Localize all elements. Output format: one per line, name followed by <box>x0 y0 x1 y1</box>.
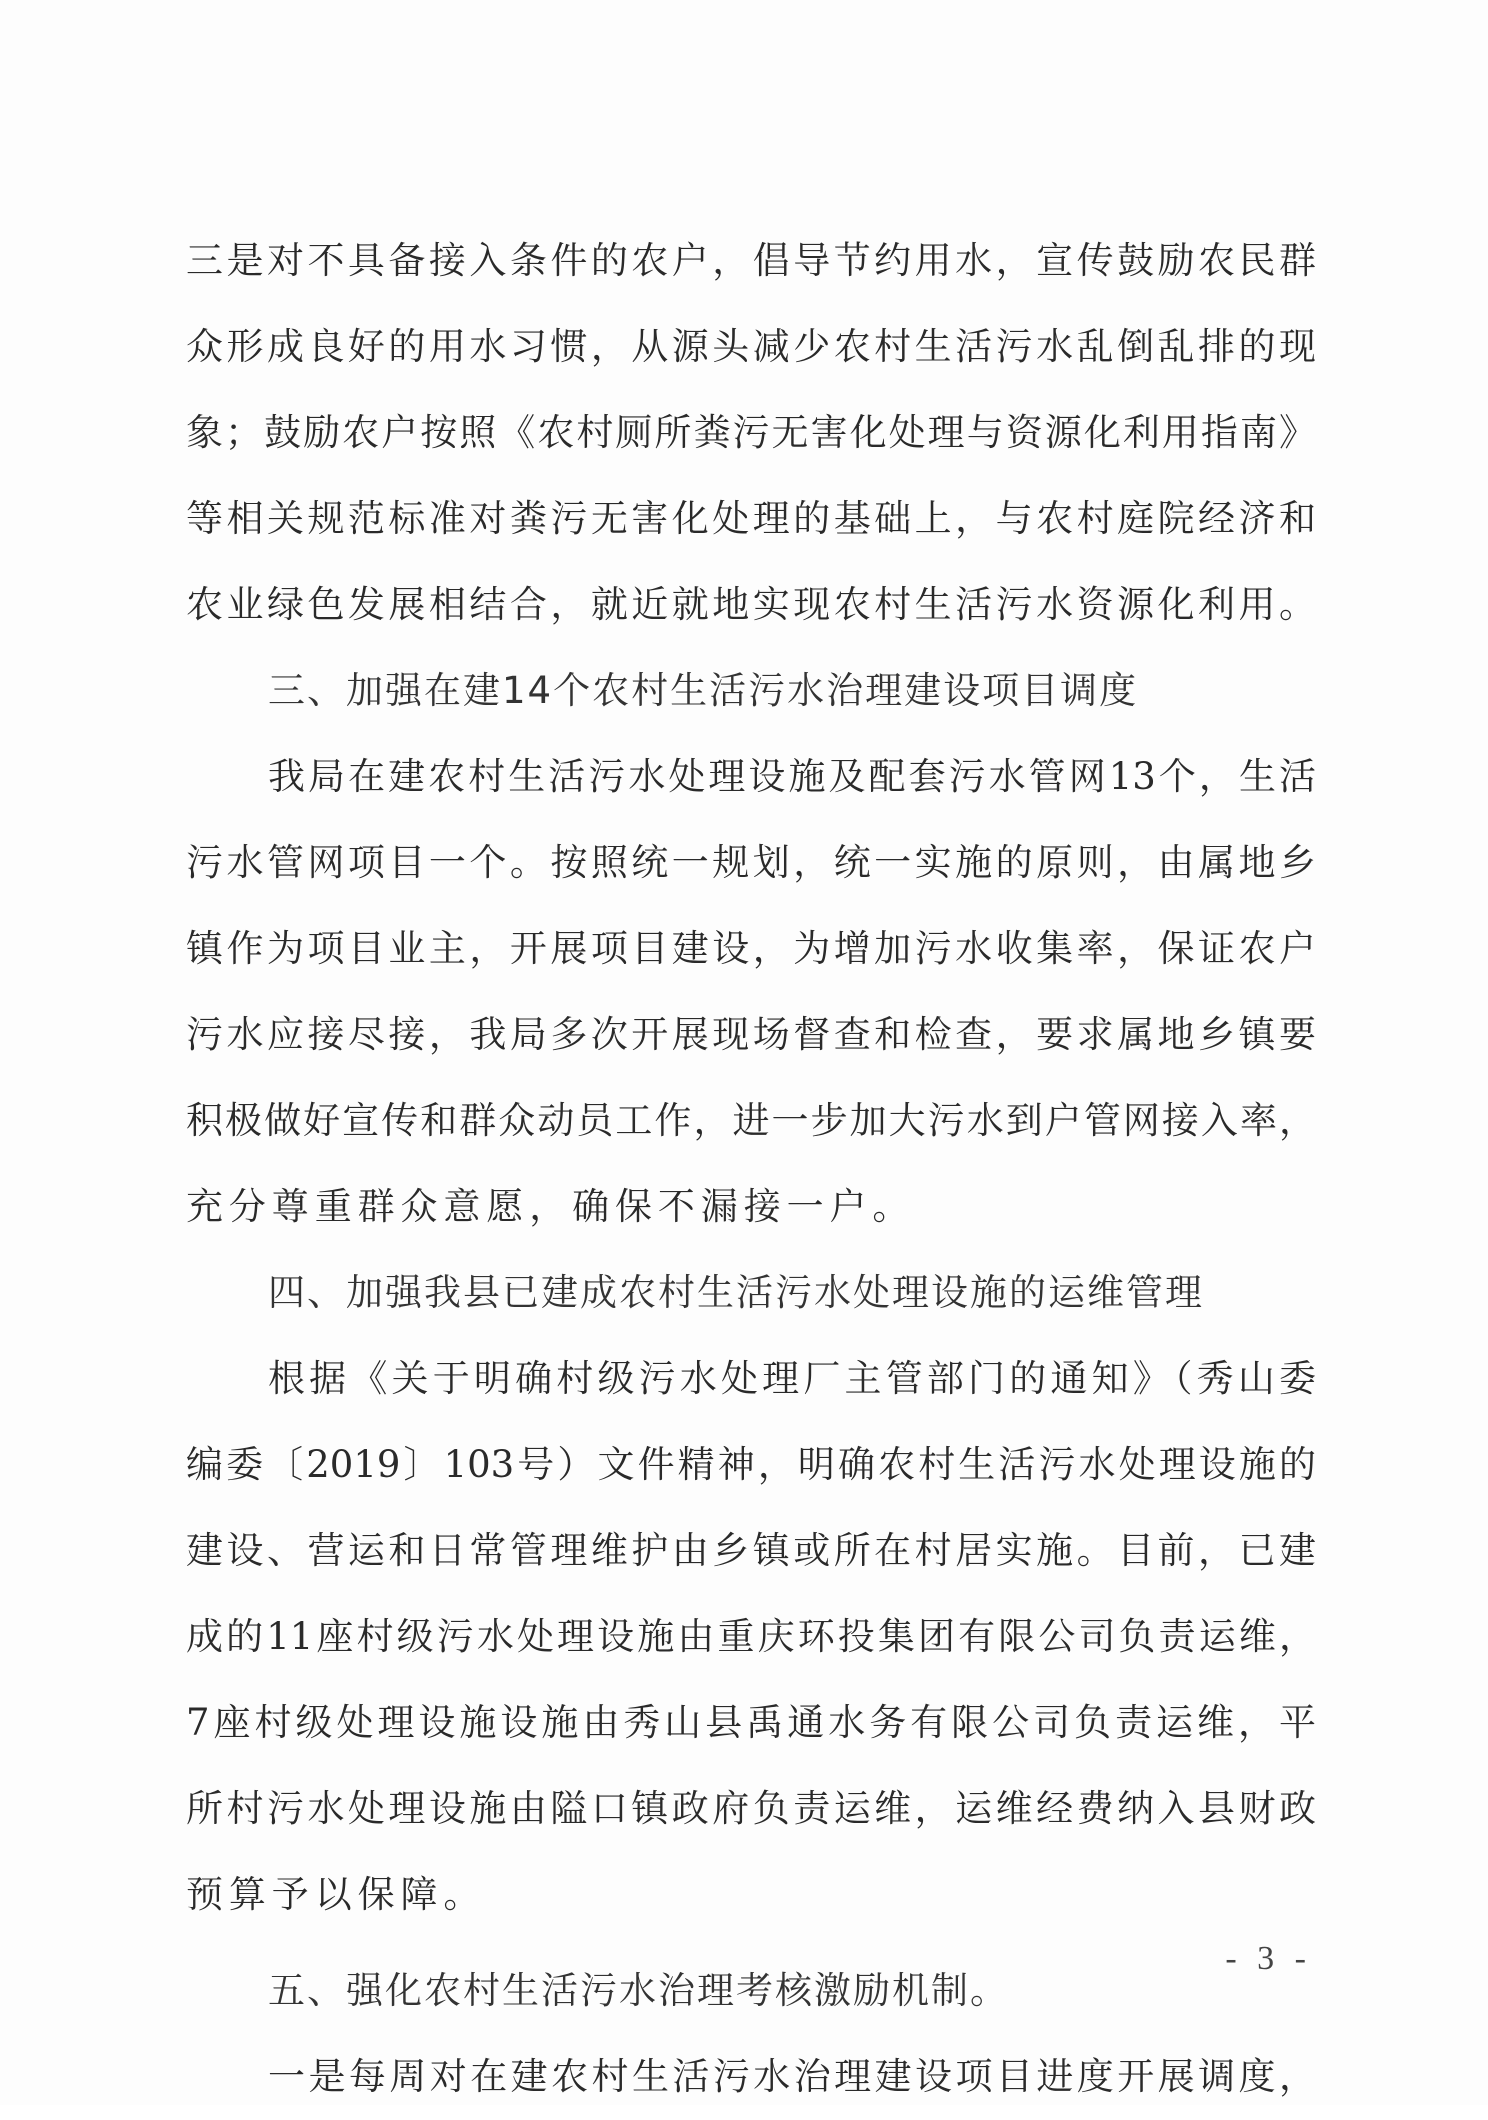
body-line: 众形成良好的用水习惯，从源头减少农村生活污水乱倒乱排的现 <box>186 325 1316 368</box>
body-line: 三是对不具备接入条件的农户，倡导节约用水，宣传鼓励农民群 <box>186 239 1316 282</box>
body-line: 充分尊重群众意愿，确保不漏接一户。 <box>186 1185 916 1228</box>
section-heading-5: 五、强化农村生活污水治理考核激励机制。 <box>268 1969 1009 2012</box>
body-line: 镇作为项目业主，开展项目建设，为增加污水收集率，保证农户 <box>186 927 1316 970</box>
paragraph-gap <box>186 1938 1316 1948</box>
body-line: 7座村级处理设施设施由秀山县禹通水务有限公司负责运维，平 <box>186 1701 1316 1744</box>
body-line: 成的11座村级污水处理设施由重庆环投集团有限公司负责运维， <box>186 1615 1316 1658</box>
body-line: 象；鼓励农户按照《农村厕所粪污无害化处理与资源化利用指南》 <box>186 411 1316 454</box>
body-line: 所村污水处理设施由隘口镇政府负责运维，运维经费纳入县财政 <box>186 1787 1316 1830</box>
body-line: 污水管网项目一个。按照统一规划，统一实施的原则，由属地乡 <box>186 841 1316 884</box>
paragraph-first-line: 根据《关于明确村级污水处理厂主管部门的通知》（秀山委 <box>268 1357 1316 1400</box>
body-line: 预算予以保障。 <box>186 1873 487 1916</box>
paragraph-first-line: 一是每周对在建农村生活污水治理建设项目进度开展调度， <box>268 2055 1316 2098</box>
body-line: 农业绿色发展相结合，就近就地实现农村生活污水资源化利用。 <box>186 583 1316 626</box>
body-line: 污水应接尽接，我局多次开展现场督查和检查，要求属地乡镇要 <box>186 1013 1316 1056</box>
body-line: 等相关规范标准对粪污无害化处理的基础上，与农村庭院经济和 <box>186 497 1316 540</box>
page-number: - 3 - <box>1225 1940 1312 1977</box>
section-heading-4: 四、加强我县已建成农村生活污水处理设施的运维管理 <box>268 1271 1204 1314</box>
section-heading-3: 三、加强在建14个农村生活污水治理建设项目调度 <box>268 669 1139 712</box>
body-line: 建设、营运和日常管理维护由乡镇或所在村居实施。目前，已建 <box>186 1529 1316 1572</box>
document-body <box>186 218 1316 2120</box>
paragraph-first-line: 我局在建农村生活污水处理设施及配套污水管网13个，生活 <box>268 755 1316 798</box>
body-line: 编委〔2019〕103号）文件精神，明确农村生活污水处理设施的 <box>186 1443 1316 1486</box>
body-line: 积极做好宣传和群众动员工作，进一步加大污水到户管网接入率， <box>186 1099 1316 1142</box>
